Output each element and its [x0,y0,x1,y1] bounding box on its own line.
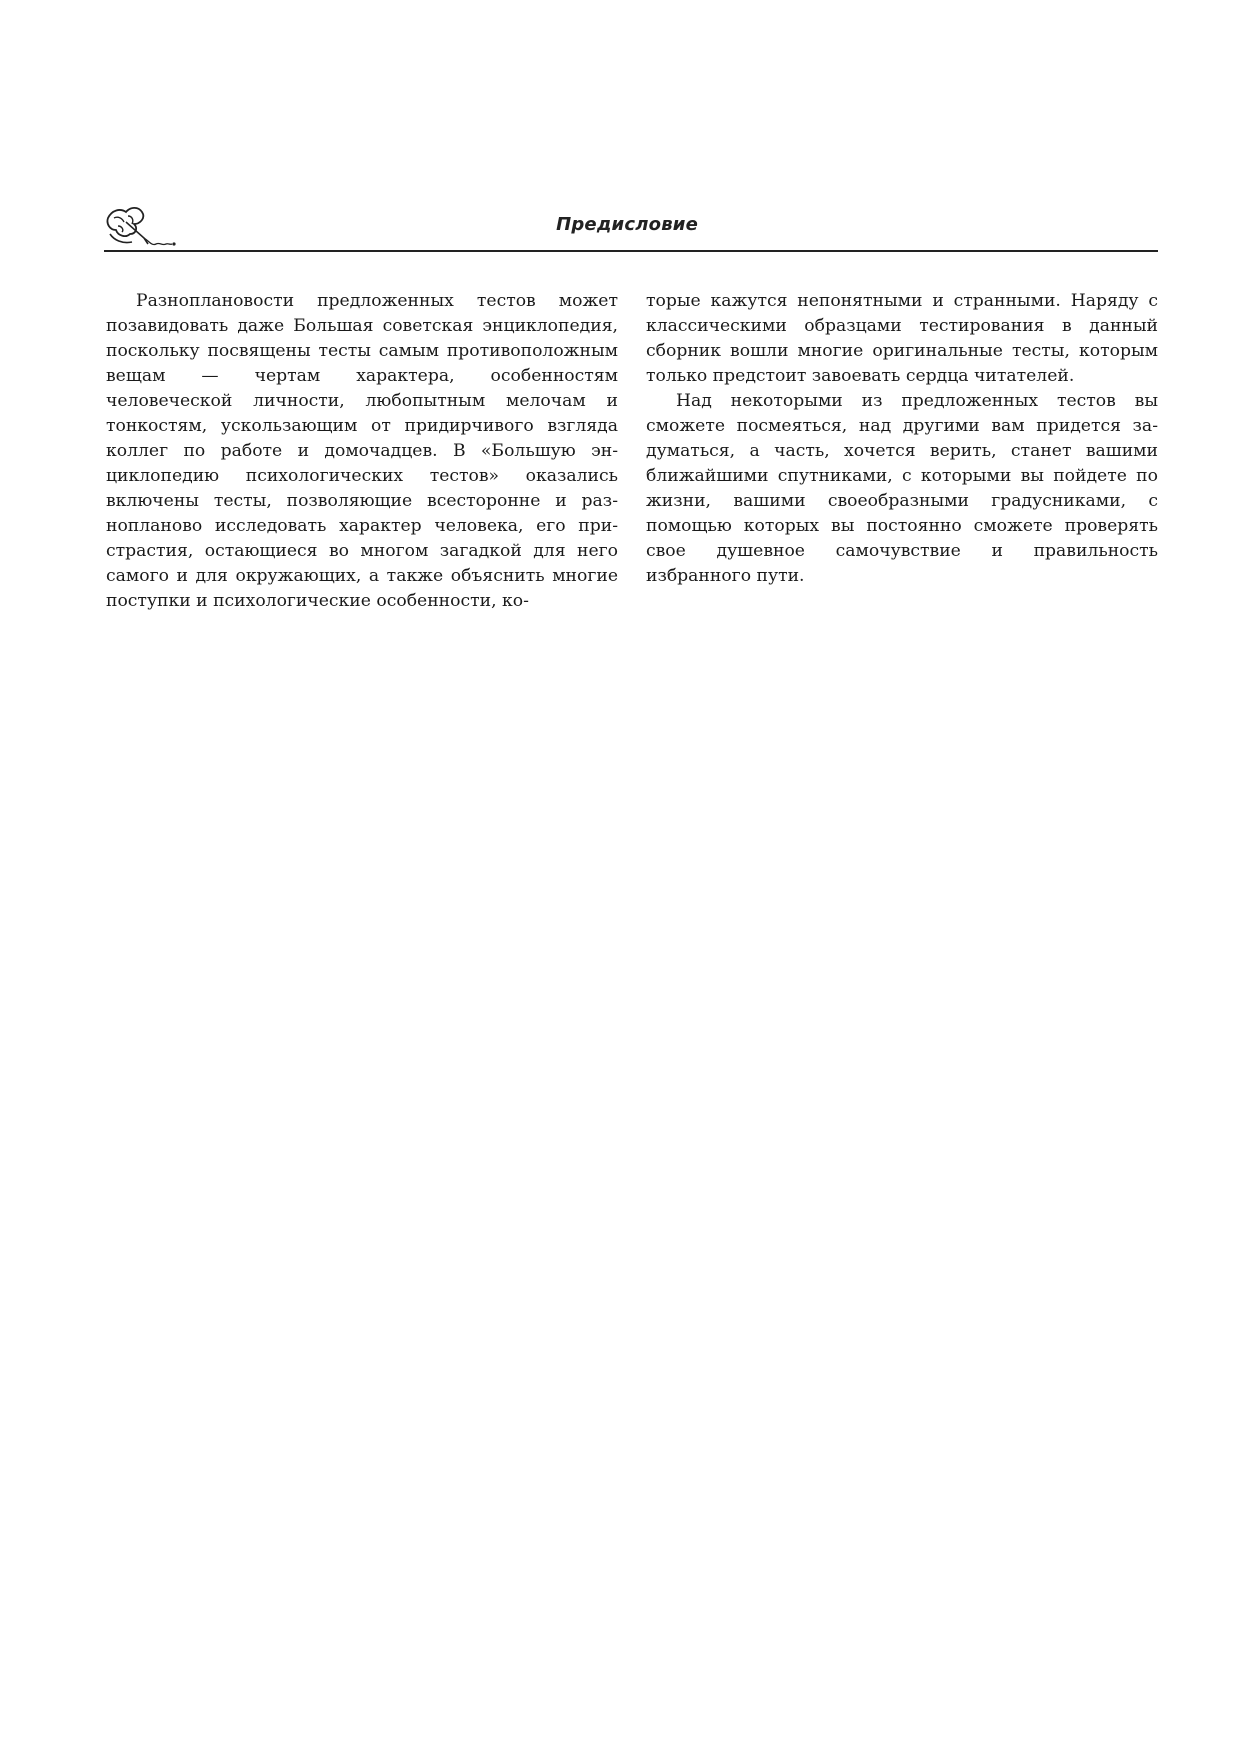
quill-pen-on-scroll-icon [104,204,178,248]
left-column [106,289,618,614]
running-header-title: Предисловие [556,214,698,235]
right-column [646,289,1158,614]
body-columns [106,289,1158,614]
paragraph: Разноплановости предложенных тестов может позавидовать даже Большая советская энциклопедия, поскольку посвящены тесты самым противоположным вещам — чертам характера, особенностям человеческой личности, любопытным мелочам и тонкостям, ускользающим от придирчивого взгляда коллег по работе и домочадцев. В «Большую энциклопедию психологических тестов» оказались включены тесты, позволяющие всесторонне и разнопланово исследовать характер человека, его пристрастия, остающиеся во многом загадкой для него самого и для окружающих, а также объяснить многие поступки и психологические особенности, ко- [106,291,618,611]
paragraph-continuation: торые кажутся непонятными и странными. Наряду с классическими образцами тестирования в данный сборник вошли многие оригинальные тесты, которым только предстоит завоевать сердца читателей. [646,291,1158,386]
paragraph: Над некоторыми из предложенных тестов вы сможете посмеяться, над другими вам придется задуматься, а часть, хочется верить, станет вашими ближайшими спутниками, с которыми вы пойдете по жизни, вашими своеобразными градусниками, с помощью которых вы постоянно сможете проверять свое душевное самочувствие и правильность избранного пути. [646,391,1158,586]
running-header [104,204,1158,252]
